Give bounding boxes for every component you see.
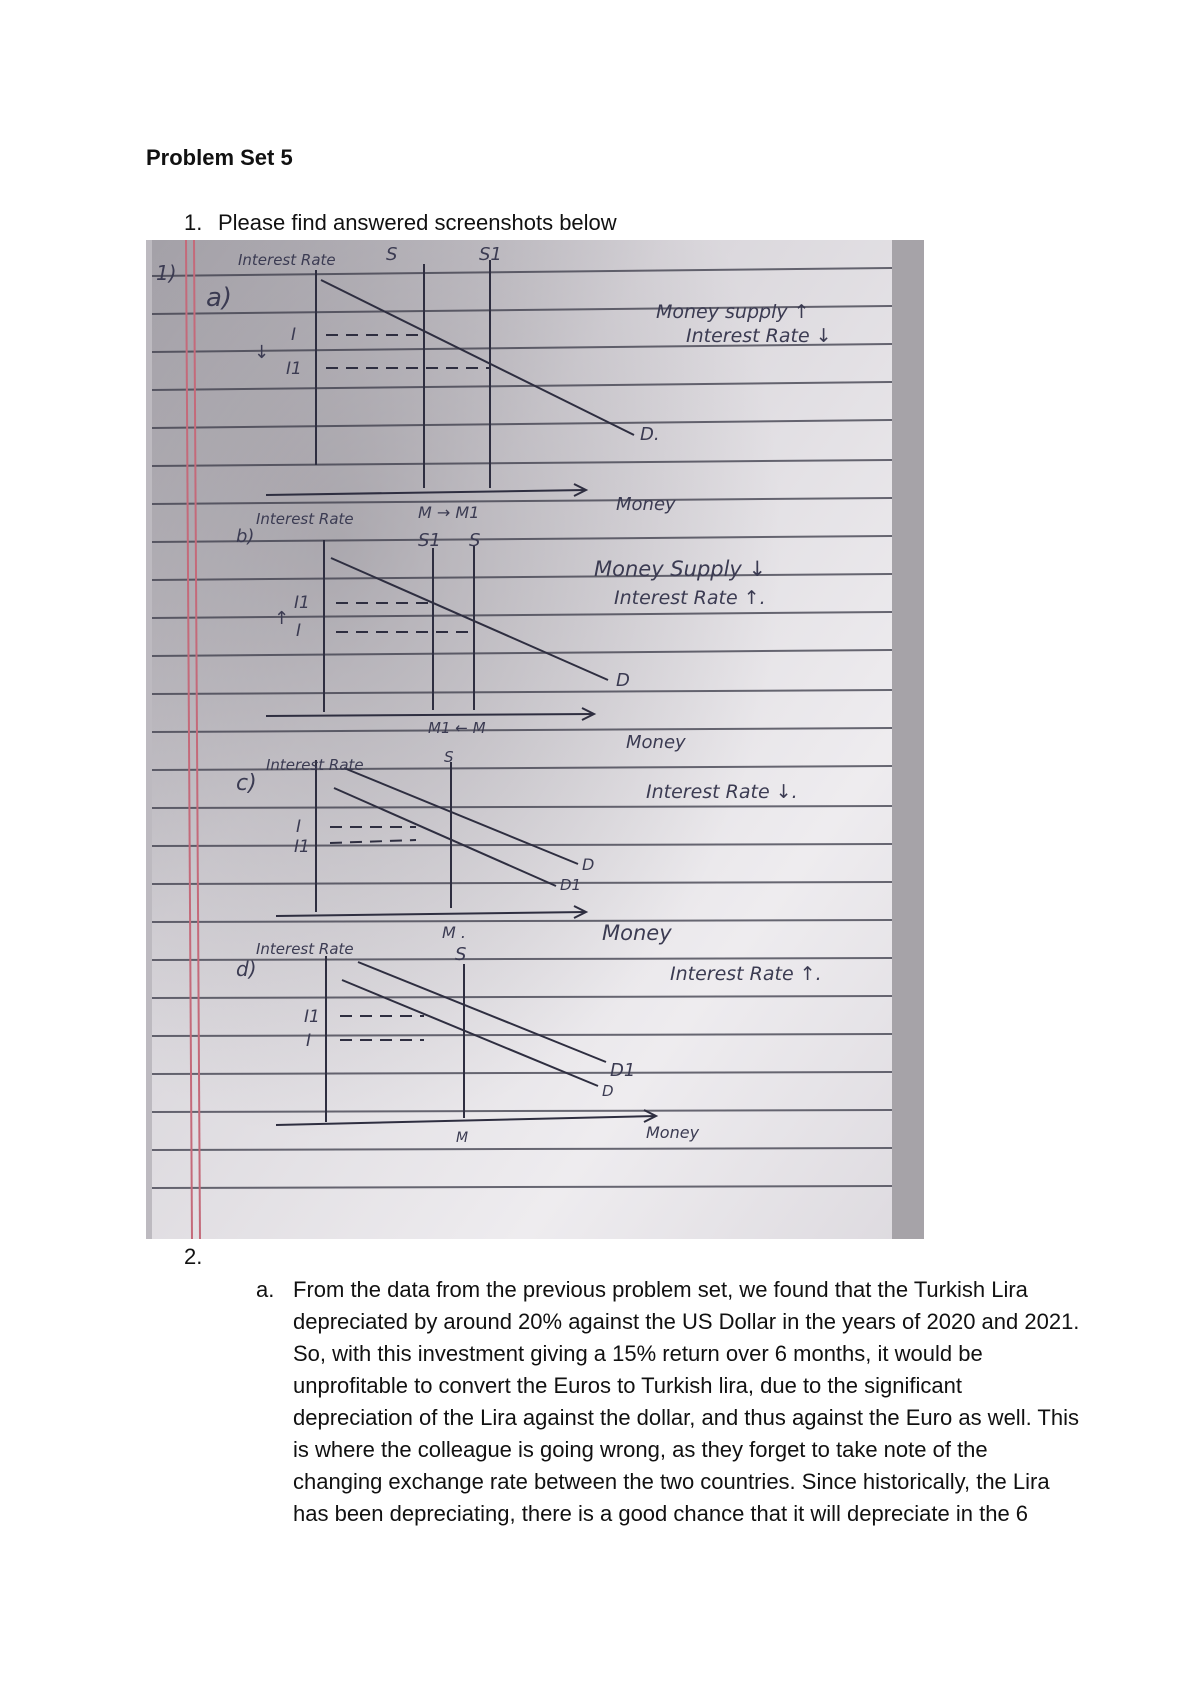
graph-c-d-label: D <box>582 855 595 874</box>
graph-d-i1-label: I1 <box>304 1007 320 1027</box>
list-number: 1. <box>184 210 203 235</box>
margin-number: 1) <box>156 261 177 285</box>
graph-d-note-interest-rate: Interest Rate ↑. <box>670 963 822 985</box>
list-item-text: Please find answered screenshots below <box>218 210 617 235</box>
graph-c-s-label: S <box>444 748 454 766</box>
graph-d-y-axis-label: Interest Rate <box>256 940 354 958</box>
graph-c-y-axis-label: Interest Rate <box>266 756 364 774</box>
graph-c-label: c) <box>236 771 257 796</box>
graph-a-i1-label: I1 <box>286 359 302 379</box>
graph-b-up-arrow: ↑ <box>274 608 290 629</box>
graph-b-i1-label: I1 <box>294 593 310 613</box>
graph-b-d-label: D <box>616 670 630 691</box>
graph-d-d1-label: D1 <box>610 1060 636 1081</box>
graph-a-note-money-supply: Money supply ↑ <box>656 301 810 323</box>
answer-paragraph: From the data from the previous problem set, we found that the Turkish Lira depreciated by around 20% against the US Dollar in the years of 2020 and 2021. So, with this investment giving a 15% return over 6 months, it would be unprofitable to convert the Euros to Turkish lira, due to the significant depreciation of the Lira against the dollar, and thus against the Euro as well. This is where the colleague is going wrong, as they forget to take note of the changing exchange rate between the two countries. Since historically, the Lira has been depreciating, there is a good chance that it will depreciate in the 6 <box>293 1277 1080 1526</box>
graph-b-note-money-supply: Money Supply ↓ <box>594 557 767 581</box>
graph-d-label: d) <box>236 957 257 981</box>
graph-a-y-axis-label: Interest Rate <box>238 251 336 269</box>
graph-c-m-label: M . <box>442 923 466 942</box>
graph-a-d-label: D. <box>640 424 660 445</box>
graph-a-m-label: M → M1 <box>418 503 480 522</box>
graph-d-s-label: S <box>455 944 467 965</box>
graph-c-d1-label: D1 <box>560 876 582 894</box>
graph-d-i-label: I <box>306 1031 312 1051</box>
page-title: Problem Set 5 <box>146 145 293 170</box>
graph-b-x-axis-label: Money <box>626 732 686 753</box>
graph-c-x-axis-label: Money <box>602 921 672 945</box>
graph-c-note-interest-rate: Interest Rate ↓. <box>646 781 798 803</box>
list-number: 2. <box>184 1244 203 1269</box>
graph-b-label: b) <box>236 526 255 547</box>
graph-b-note-interest-rate: Interest Rate ↑. <box>614 587 766 609</box>
graph-d-d-label: D <box>602 1082 614 1100</box>
graph-c-i1-label: I1 <box>294 837 310 857</box>
graph-a-i-label: I <box>291 325 297 345</box>
graph-b-i-label: I <box>296 621 302 641</box>
graph-b-s1-label: S1 <box>418 530 441 551</box>
graph-c-i-label: I <box>296 817 302 837</box>
sub-item-label: a. <box>256 1277 275 1302</box>
graph-a-label: a) <box>206 283 233 313</box>
graph-a-down-arrow: ↓ <box>254 342 270 363</box>
graph-a-x-axis-label: Money <box>616 494 676 515</box>
graph-a-s1-label: S1 <box>479 244 502 265</box>
notebook-photo <box>146 240 924 1239</box>
graph-d-x-axis-label: Money <box>646 1123 700 1142</box>
graph-b-y-axis-label: Interest Rate <box>256 510 354 528</box>
graph-a-note-interest-rate: Interest Rate ↓ <box>686 325 832 347</box>
list-item-2 <box>184 1244 202 1270</box>
graph-b-s-label: S <box>469 530 481 551</box>
graph-d-m-label: M <box>456 1130 469 1146</box>
graph-b-m-label: M1 ← M <box>428 719 486 737</box>
graph-a-s-label: S <box>386 244 398 265</box>
